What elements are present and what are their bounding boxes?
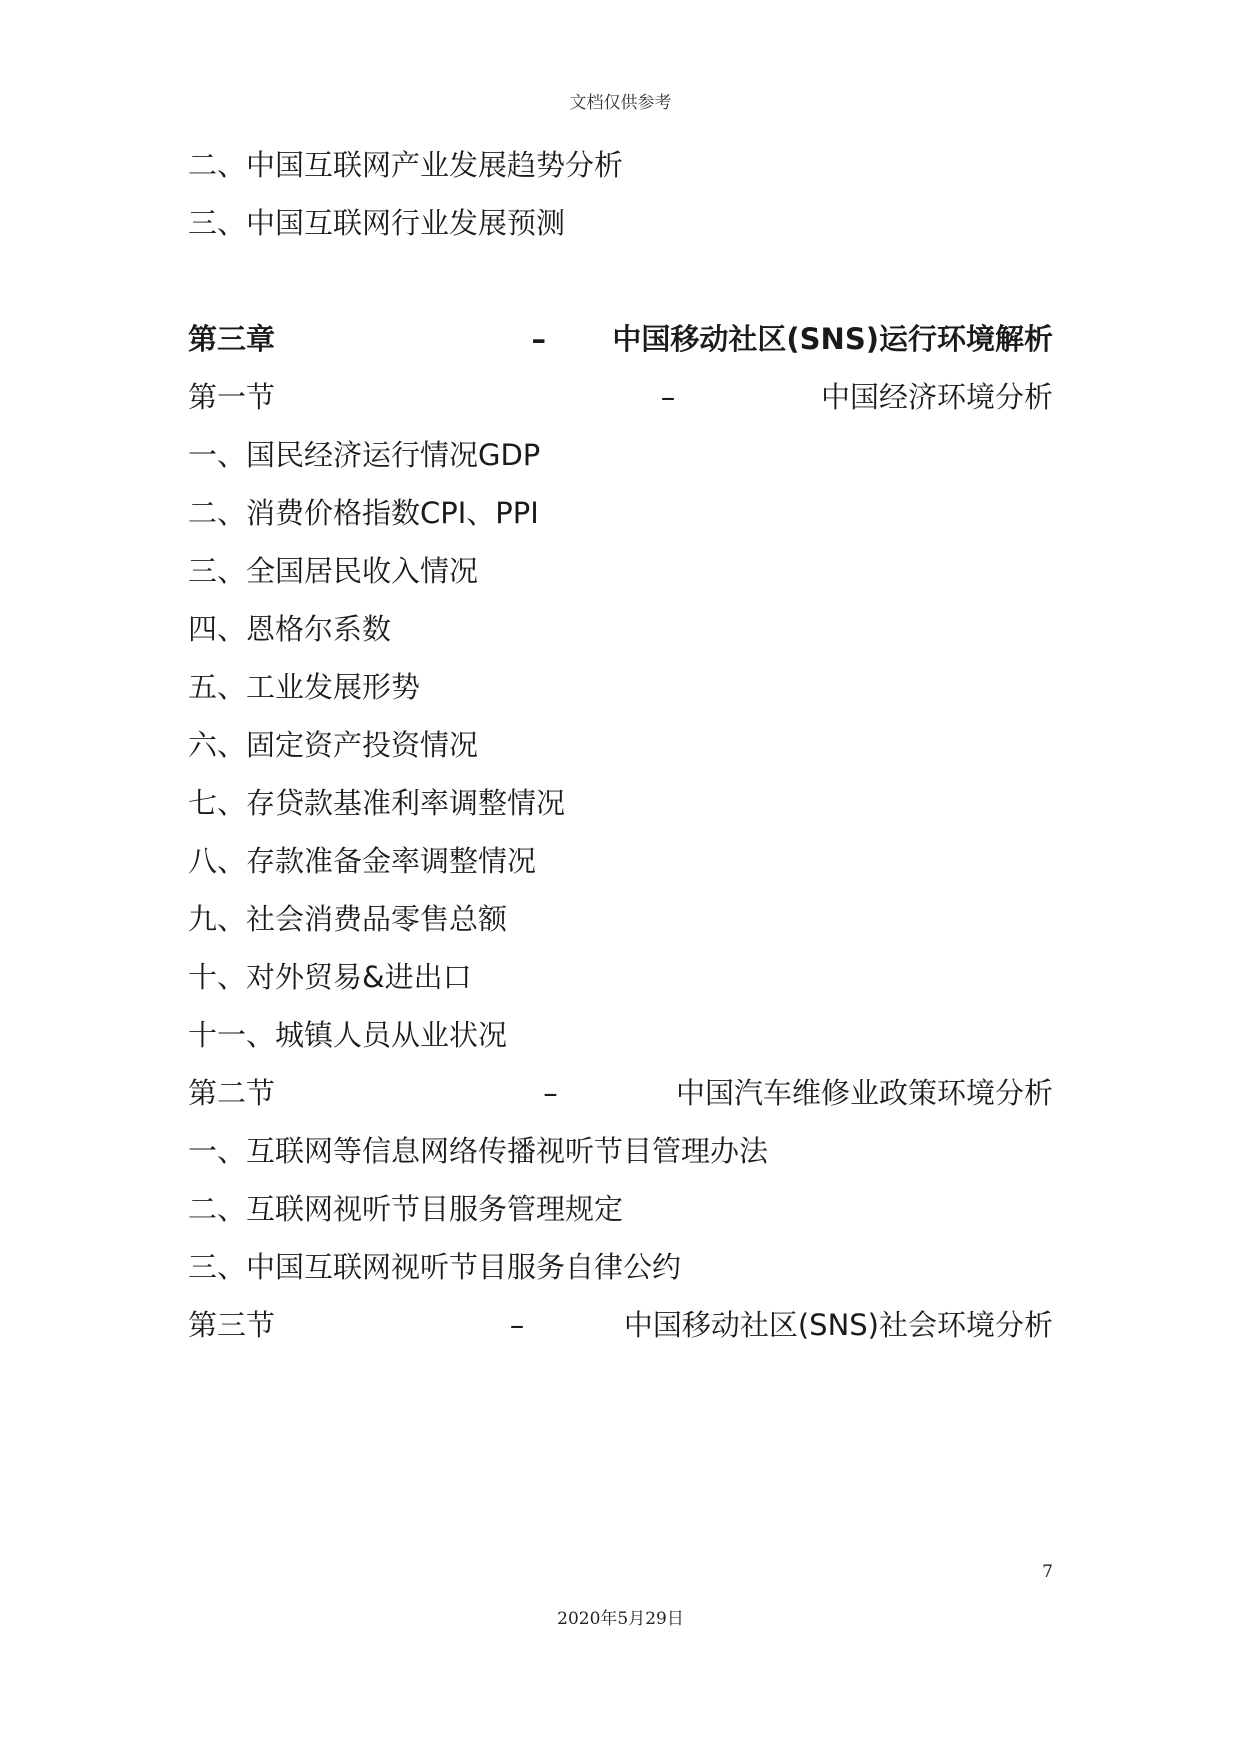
- toc-section-2: [188, 1073, 1053, 1113]
- chapter-label: 第三章: [188, 322, 276, 356]
- section-title: 中国经济环境分析: [820, 380, 1053, 414]
- section-label: 第一节: [188, 380, 276, 414]
- section-title: 中国移动社区(SNS)社会环境分析: [623, 1308, 1053, 1342]
- toc-entry: 三、全国居民收入情况: [188, 554, 479, 588]
- toc-entry: 七、存贷款基准利率调整情况: [188, 786, 566, 820]
- toc-entry: 一、国民经济运行情况GDP: [188, 438, 541, 472]
- toc-entry: 一、互联网等信息网络传播视听节目管理办法: [188, 1134, 769, 1168]
- toc-entry: 十、对外贸易&进出口: [188, 960, 472, 994]
- toc-entry: 三、中国互联网行业发展预测: [188, 206, 566, 240]
- section-dash: –: [660, 380, 676, 414]
- page-header: 文档仅供参考: [569, 93, 672, 113]
- section-dash: –: [543, 1076, 558, 1110]
- section-title: 中国汽车维修业政策环境分析: [675, 1076, 1053, 1110]
- chapter-dash: –: [531, 322, 546, 356]
- section-label: 第三节: [188, 1308, 276, 1342]
- toc-section-3: [188, 1305, 1053, 1345]
- toc-entry: 九、社会消费品零售总额: [188, 902, 508, 936]
- toc-entry: 十一、城镇人员从业状况: [188, 1018, 508, 1052]
- page-number: 7: [1042, 1562, 1053, 1582]
- section-label: 第二节: [188, 1076, 276, 1110]
- toc-entry: 三、中国互联网视听节目服务自律公约: [188, 1250, 682, 1284]
- footer-date: 2020年5月29日: [557, 1609, 684, 1629]
- toc-entry: 二、中国互联网产业发展趋势分析: [188, 148, 624, 182]
- section-dash: –: [509, 1308, 525, 1342]
- toc-entry: 二、消费价格指数CPI、PPI: [188, 496, 539, 530]
- toc-entry: 六、固定资产投资情况: [188, 728, 479, 762]
- toc-section-1: [188, 377, 1053, 417]
- chapter-title: 中国移动社区(SNS)运行环境解析: [612, 322, 1053, 356]
- toc-entry: 四、恩格尔系数: [188, 612, 392, 646]
- toc-chapter-3: [188, 319, 1053, 359]
- toc-entry: 八、存款准备金率调整情况: [188, 844, 537, 878]
- toc-entry: 五、工业发展形势: [188, 670, 421, 704]
- toc-entry: 二、互联网视听节目服务管理规定: [188, 1192, 624, 1226]
